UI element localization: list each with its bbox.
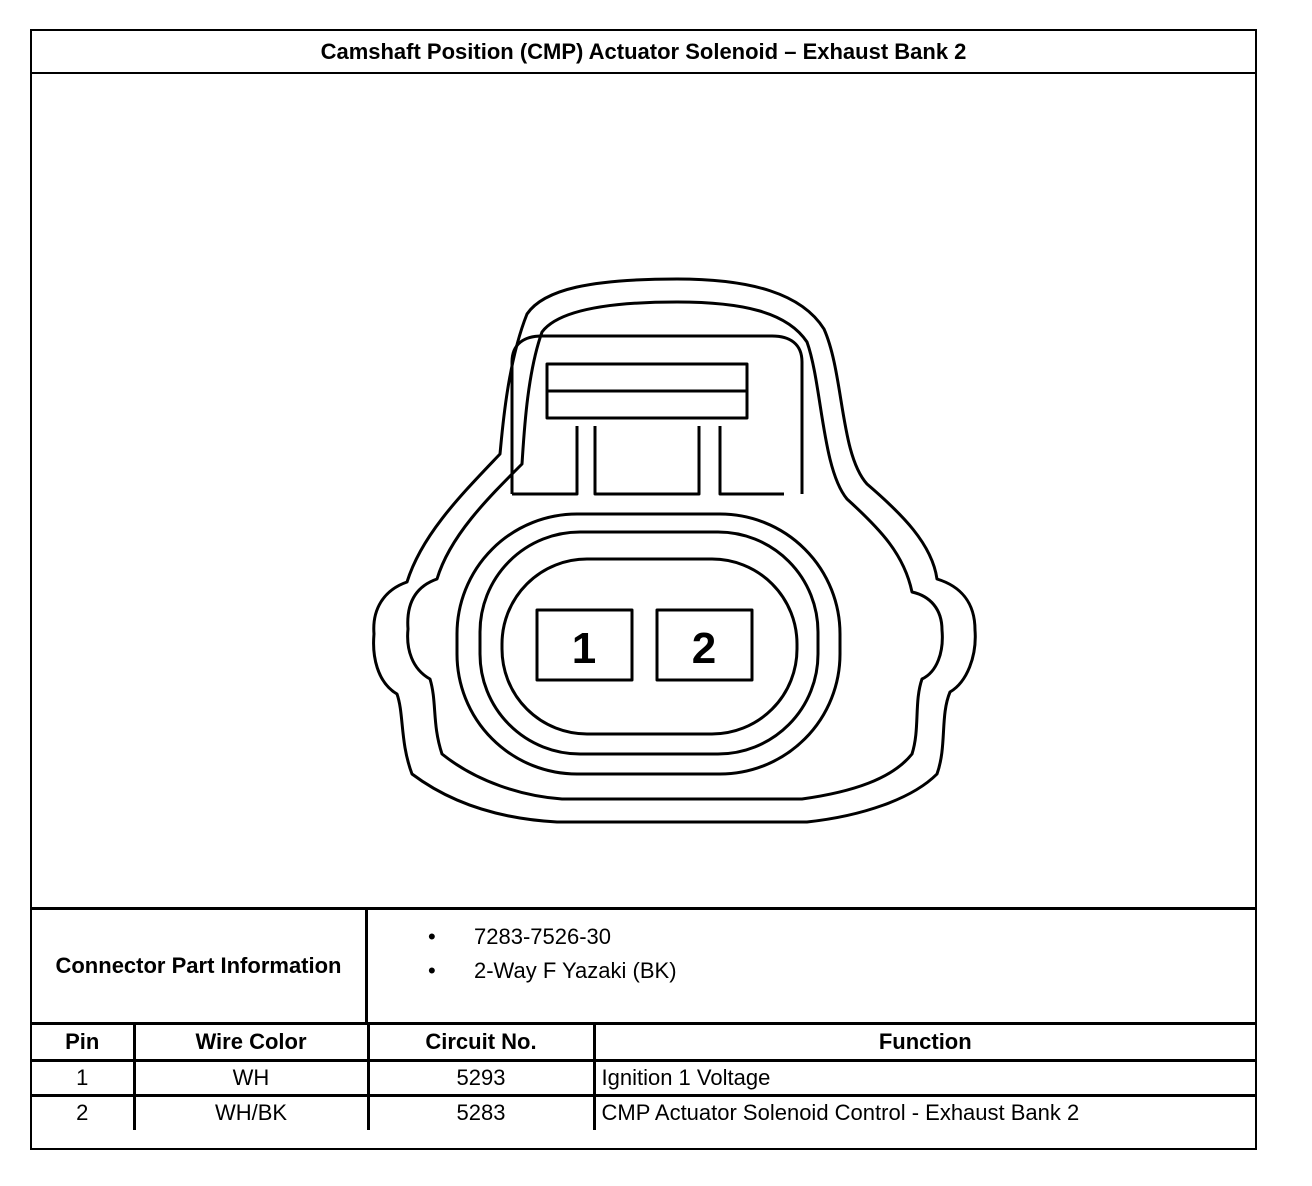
cell-wire-color: WH/BK <box>134 1095 368 1130</box>
connector-info-list <box>368 920 1255 988</box>
bullet-icon: • <box>428 924 436 949</box>
page-title: Camshaft Position (CMP) Actuator Solenoid – Exhaust Bank 2 <box>32 31 1255 74</box>
connector-info-item <box>368 920 1255 954</box>
table-header-row <box>32 1025 1255 1060</box>
housing-inner-outline <box>408 302 943 799</box>
housing-outer-outline <box>374 279 976 822</box>
connector-info-item <box>368 954 1255 988</box>
pin-table <box>32 1025 1255 1130</box>
pin-label-2: 2 <box>691 624 717 673</box>
cell-circuit-no: 5283 <box>368 1095 594 1130</box>
latch-bar-top <box>547 364 747 391</box>
header-wire-color: Wire Color <box>134 1025 368 1060</box>
cell-wire-color: WH <box>134 1060 368 1095</box>
connector-drawing <box>32 74 1255 907</box>
latch-housing <box>512 336 802 494</box>
cell-pin: 1 <box>32 1060 134 1095</box>
cell-pin: 2 <box>32 1095 134 1130</box>
header-circuit-no: Circuit No. <box>368 1025 594 1060</box>
table-row <box>32 1060 1255 1095</box>
pin-label-1: 1 <box>571 624 597 673</box>
connector-face-diagram <box>32 74 1255 907</box>
connector-part-info <box>32 907 1255 1025</box>
bullet-icon: • <box>428 958 436 983</box>
cavity-ring-middle <box>480 532 818 754</box>
cell-circuit-no: 5293 <box>368 1060 594 1095</box>
connector-description: 2-Way F Yazaki (BK) <box>474 958 677 983</box>
latch-tab-right <box>720 426 784 494</box>
table-row <box>32 1095 1255 1130</box>
connector-part-number: 7283-7526-30 <box>474 924 612 949</box>
connector-sheet <box>30 29 1257 1150</box>
header-function: Function <box>594 1025 1255 1060</box>
cell-function: CMP Actuator Solenoid Control - Exhaust Bank 2 <box>594 1095 1255 1130</box>
header-pin: Pin <box>32 1025 134 1060</box>
cell-function: Ignition 1 Voltage <box>594 1060 1255 1095</box>
latch-bar-bottom <box>547 391 747 418</box>
latch-tab-center <box>595 426 699 494</box>
connector-info-label: Connector Part Information <box>32 910 368 1022</box>
